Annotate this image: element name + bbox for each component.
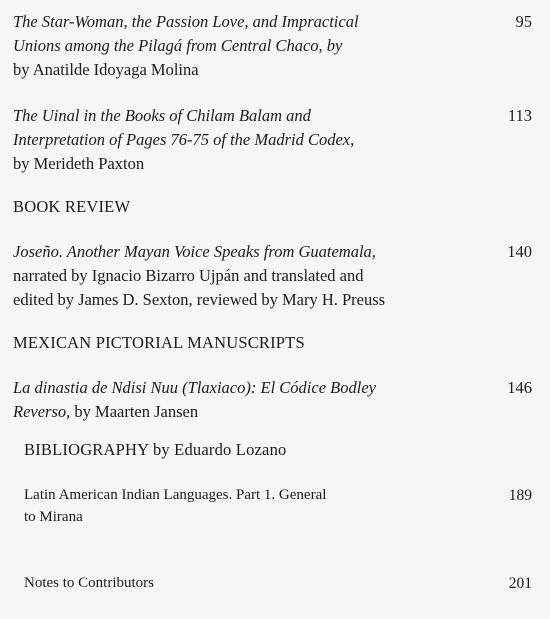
page-number: 113: [507, 106, 532, 125]
entry-title-line: to Mirana: [24, 509, 83, 525]
entry-title-line: The Uinal in the Books of Chilam Balam and: [13, 106, 311, 125]
entry-author-line: edited by James D. Sexton, reviewed by Mary H. Preuss: [13, 290, 386, 309]
entry-title-line: The Star-Woman, the Passion Love, and Impractical: [13, 12, 359, 31]
toc-entry-uinal: [13, 104, 483, 176]
page-number: 95: [515, 12, 532, 31]
page-number: 140: [507, 242, 532, 261]
section-heading-book-review: BOOK REVIEW: [13, 197, 131, 216]
page-number: 201: [508, 575, 532, 592]
entry-author-line: by Merideth Paxton: [13, 154, 145, 173]
entry-title-fragment: Reverso,: [13, 402, 71, 421]
toc-entry-joseno: [13, 240, 483, 312]
page-number: 189: [508, 487, 532, 504]
entry-title-line: Joseño. Another Mayan Voice Speaks from Guatemala,: [13, 242, 376, 261]
entry-title-line: Notes to Contributors: [24, 575, 154, 591]
section-heading-bibliography: BIBLIOGRAPHY by Eduardo Lozano: [24, 440, 287, 459]
entry-author-line: by Anatilde Idoyaga Molina: [13, 60, 199, 79]
toc-entry-dinastia: [13, 376, 483, 424]
entry-author-line: narrated by Ignacio Bizarro Ujpán and translated and: [13, 266, 364, 285]
entry-title-line: Unions among the Pilagá from Central Chaco, by: [13, 36, 343, 55]
entry-title-line: La dinastia de Ndisi Nuu (Tlaxiaco): El Códice Bodley: [13, 378, 376, 397]
toc-entry-star-woman: [13, 10, 483, 82]
section-heading-mexican-pictorial: MEXICAN PICTORIAL MANUSCRIPTS: [13, 333, 305, 352]
toc-entry-latin-american: [24, 484, 494, 528]
entry-title-line: Interpretation of Pages 76-75 of the Madrid Codex,: [13, 130, 355, 149]
entry-title-line: Latin American Indian Languages. Part 1. General: [24, 487, 327, 503]
entry-author-fragment: by Maarten Jansen: [70, 402, 199, 421]
entry-title-line: [13, 400, 483, 424]
page-number: 146: [507, 378, 532, 397]
toc-entry-notes: [24, 572, 494, 594]
